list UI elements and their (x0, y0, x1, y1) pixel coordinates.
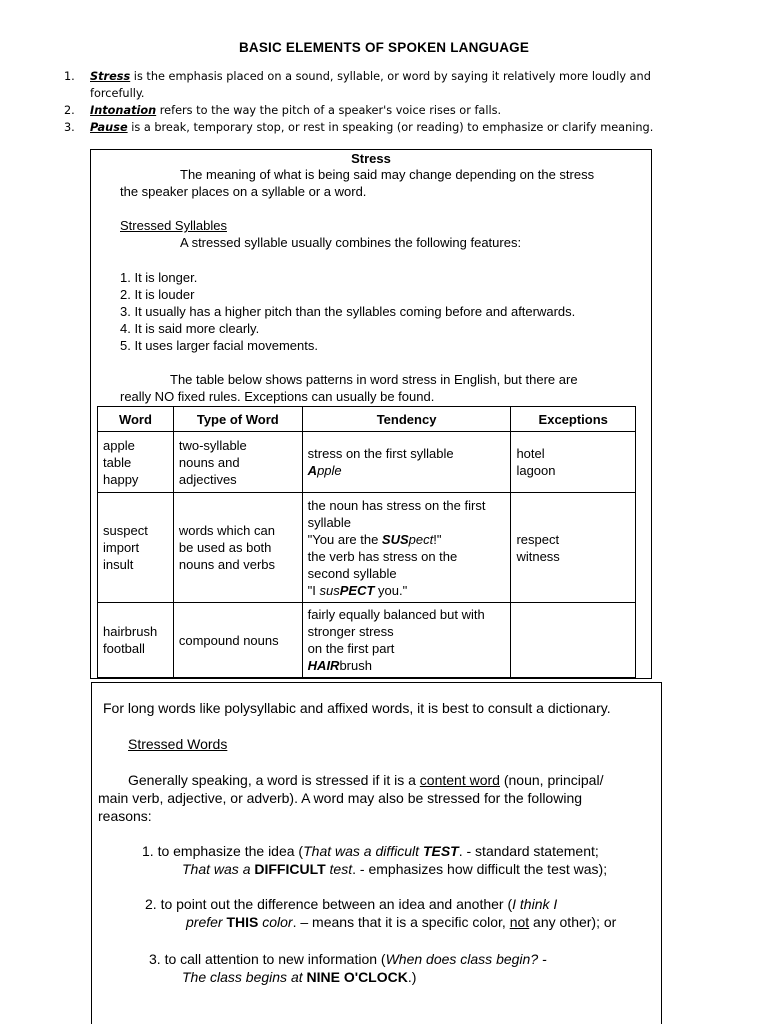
tendency-example (308, 462, 506, 479)
type-line: compound nouns (178, 632, 279, 648)
stressed-words-heading: Stressed Words (128, 736, 228, 752)
definition-item (64, 102, 704, 119)
stressed-part: SUS (381, 531, 409, 547)
word: apple (103, 437, 135, 453)
tendency-cell (302, 493, 511, 603)
definition-text: is the emphasis placed on a sound, syllable, or word by saying it relatively more loudly and forcefully. (90, 70, 651, 100)
type-cell (173, 432, 302, 493)
stressed-part: HAIR (307, 658, 340, 673)
tendency-example (308, 657, 506, 674)
definition-item (64, 68, 704, 102)
example-text: you." (374, 582, 408, 598)
word: insult (103, 557, 134, 572)
stressed-part: A (307, 463, 318, 478)
column-header: Exceptions (511, 407, 636, 432)
definition-number: 2. (64, 104, 75, 117)
type-line: be used as both (178, 540, 272, 555)
example-text: "I (307, 582, 320, 598)
reason-text: .) (407, 969, 417, 985)
tendency-line: fairly equally balanced but with (307, 607, 485, 622)
definition-term: Pause (90, 121, 128, 134)
words-paragraph-line-3: reasons: (98, 808, 152, 824)
exception-word: respect (516, 531, 560, 547)
definition-number: 1. (64, 70, 75, 83)
reason-text: . – means that it is a specific color, (292, 914, 510, 930)
stressed-word: NINE O'CLOCK (306, 969, 408, 985)
word: suspect (103, 523, 148, 538)
reason-example: color (258, 914, 293, 930)
reason-example: That was a difficult (303, 843, 423, 859)
table-row (98, 493, 636, 603)
words-paragraph-line-1 (128, 771, 603, 789)
table-row (98, 603, 636, 678)
stressed-word: TEST (422, 843, 459, 859)
type-cell (173, 493, 302, 603)
feature-item: 5. It uses larger facial movements. (120, 338, 318, 353)
feature-item: 3. It usually has a higher pitch than the syllables coming before and afterwards. (120, 304, 576, 319)
paragraph-text: (noun, principal/ (499, 772, 604, 788)
page-title: BASIC ELEMENTS OF SPOKEN LANGUAGE (238, 40, 530, 55)
type-line: adjectives (178, 471, 237, 487)
reason-text: . - standard statement; (458, 843, 599, 859)
table-row (98, 432, 636, 493)
tendency-cell (302, 603, 511, 678)
exceptions-cell (511, 603, 636, 678)
stressed-part: PECT (339, 582, 375, 598)
content-word-term: content word (419, 772, 500, 788)
definition-number: 3. (64, 121, 75, 134)
word-cell (98, 432, 174, 493)
reason-example: The class begins at (182, 969, 307, 985)
word: import (103, 540, 140, 555)
definitions-list (64, 68, 704, 136)
feature-item: 4. It is said more clearly. (120, 321, 260, 336)
tendency-example (308, 582, 506, 599)
word: hairbrush (103, 624, 158, 639)
reason-text: 1. to emphasize the idea ( (142, 843, 304, 859)
stressed-word: THIS (226, 914, 259, 930)
definition-text: is a break, temporary stop, or rest in speaking (or reading) to emphasize or clarify meaning. (127, 121, 654, 134)
exception-word: lagoon (516, 463, 556, 478)
reason-1-line-1 (142, 842, 599, 860)
reason-example: That was a (182, 861, 255, 877)
type-line: two-syllable (178, 437, 247, 453)
stress-intro-line-1: The meaning of what is being said may change depending on the stress (180, 167, 595, 182)
feature-item: 2. It is louder (120, 287, 195, 302)
paragraph-text: Generally speaking, a word is stressed if it is a (128, 772, 420, 788)
example-text: "You are the (307, 531, 382, 547)
feature-item: 1. It is longer. (120, 270, 198, 285)
word: football (103, 641, 145, 656)
definition-term: Stress (90, 70, 131, 83)
reason-example: test (325, 861, 353, 877)
reason-text: any other); or (529, 914, 617, 930)
column-header: Tendency (302, 407, 511, 432)
reason-text: 3. to call attention to new information ( (149, 951, 386, 967)
stress-intro-line-2: the speaker places on a syllable or a word. (120, 184, 367, 199)
reason-example: I think I (512, 896, 558, 912)
stressed-word: DIFFICULT (254, 861, 326, 877)
reason-text: . - emphasizes how difficult the test was); (352, 861, 608, 877)
exceptions-cell (511, 493, 636, 603)
reason-3-line-2 (182, 968, 416, 986)
words-paragraph-line-2: main verb, adjective, or adverb). A word may also be stressed for the following (98, 790, 583, 806)
type-line: nouns and (178, 454, 240, 470)
tendency-line: stress on the first syllable (307, 446, 454, 461)
type-line: words which can (178, 523, 275, 538)
long-words-note: For long words like polysyllabic and affixed words, it is best to consult a dictionary. (103, 700, 611, 716)
definition-term: Intonation (90, 104, 157, 117)
tendency-line: second syllable (307, 565, 397, 581)
stressed-syllables-heading: Stressed Syllables (120, 218, 227, 233)
column-header: Type of Word (173, 407, 302, 432)
stress-heading: Stress (351, 151, 391, 166)
word-stress-table (97, 406, 636, 678)
tendency-line: on the first part (307, 641, 395, 656)
exceptions-cell (511, 432, 636, 493)
reason-3-line-1 (149, 950, 547, 968)
exception-word: witness (516, 548, 560, 564)
reason-example: prefer (186, 914, 227, 930)
table-intro-line-2: really NO fixed rules. Exceptions can usually be found. (120, 389, 435, 404)
tendency-line: the verb has stress on the (307, 548, 458, 564)
unstressed-part: pple (317, 463, 342, 478)
table-header-row (98, 407, 636, 432)
example-text: !" (433, 531, 442, 547)
tendency-line: stronger stress (307, 624, 394, 639)
unstressed-part: pect (408, 531, 434, 547)
tendency-cell (302, 432, 511, 493)
word-cell (98, 493, 174, 603)
reason-text: 2. to point out the difference between an idea and another ( (145, 896, 513, 912)
tendency-line: the noun has stress on the first (307, 497, 486, 513)
features-intro: A stressed syllable usually combines the following features: (180, 235, 522, 250)
table-intro-line-1: The table below shows patterns in word stress in English, but there are (170, 372, 578, 387)
reason-1-line-2 (182, 860, 607, 878)
emphasized-not: not (509, 914, 530, 930)
type-line: nouns and verbs (178, 557, 275, 572)
exception-word: hotel (516, 446, 545, 461)
reason-example: When does class begin? - (385, 951, 547, 967)
unstressed-part: brush (339, 658, 372, 673)
column-header: Word (98, 407, 174, 432)
definition-item (64, 119, 704, 136)
tendency-line: syllable (307, 514, 352, 530)
unstressed-part: sus (319, 582, 340, 598)
type-cell (173, 603, 302, 678)
tendency-example (308, 531, 506, 548)
word: happy (103, 471, 139, 487)
reason-2-line-1 (145, 895, 557, 913)
word: table (103, 454, 132, 470)
definition-text: refers to the way the pitch of a speaker's voice rises or falls. (156, 104, 502, 117)
word-cell (98, 603, 174, 678)
reason-2-line-2 (186, 913, 616, 931)
